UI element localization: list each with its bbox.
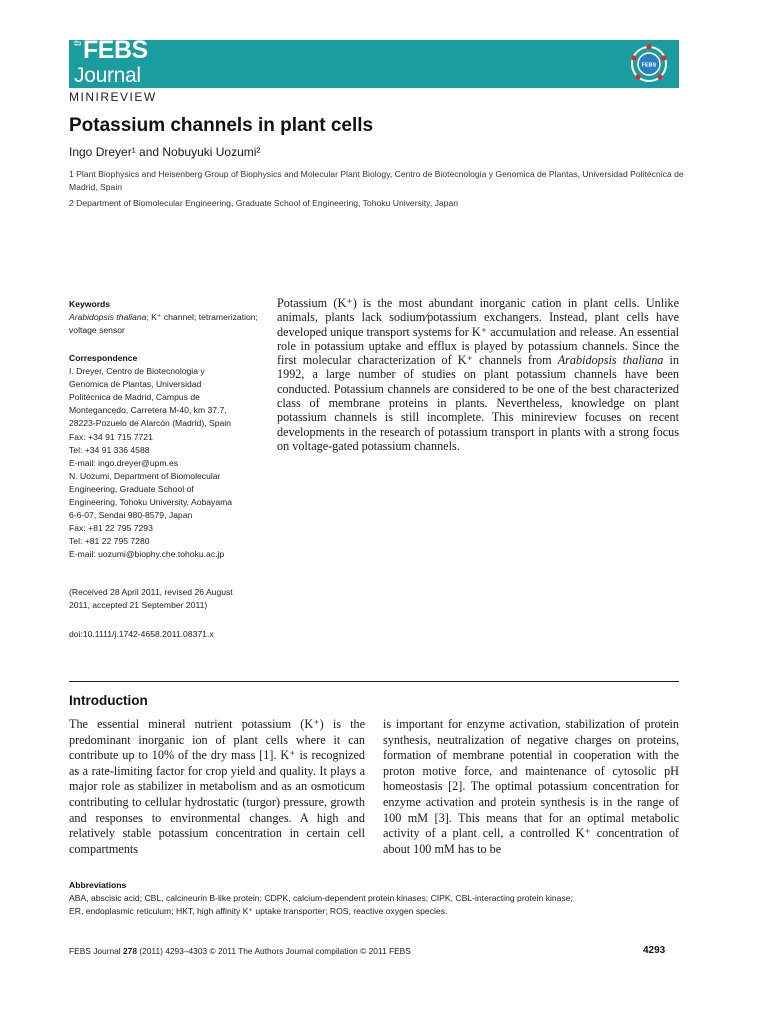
abbreviations-block <box>69 879 689 918</box>
correspondence-block <box>69 352 269 562</box>
keywords-text <box>69 311 269 337</box>
received-line: (Received 28 April 2011, revised 26 August <box>69 587 233 597</box>
logo-prefix: the <box>73 32 84 46</box>
author-list: Ingo Dreyer¹ and Nobuyuki Uozumi² <box>69 145 261 159</box>
keyword-rest: ; K⁺ channel; tetramerization; voltage sensor <box>69 312 258 336</box>
correspondence-line: Politécnica de Madrid, Campus de <box>69 392 200 403</box>
correspondence-line: E-mail: uozumi@biophy.che.tohoku.ac.jp <box>69 549 225 560</box>
keywords-block <box>69 298 269 337</box>
footer-citation: (2011) 4293–4303 © 2011 The Authors Journal compilation © 2011 FEBS <box>136 946 411 956</box>
section-divider <box>69 681 679 682</box>
correspondence-line: Fax: +81 22 795 7293 <box>69 523 153 534</box>
seal-text: FEBS <box>641 62 657 69</box>
correspondence-line: I. Dreyer, Centro de Biotecnologia y <box>69 366 205 377</box>
introduction-column-right <box>383 717 679 857</box>
introduction-paragraph-continued: is important for enzyme activation, stabilization of protein synthesis, neutralization of negative charges on proteins, formation of membrane potential in cooperation with the proton motive force, and maintenance of cytosolic pH homeostasis [2]. The optimal potassium concentration for enzyme activation and protein synthesis is in the range of 100 mM [3]. This means that for an optimal metabolic activity of a plant cell, a controlled K⁺ concentration of about 100 mM has to be <box>383 717 679 856</box>
correspondence-line: Genomica de Plantas, Universidad <box>69 379 202 390</box>
logo-name: FEBS <box>83 36 148 64</box>
abstract-species: Arabidopsis thaliana <box>557 353 664 368</box>
correspondence-line: Tel: +81 22 795 7280 <box>69 536 150 547</box>
page-number: 4293 <box>643 945 666 956</box>
footer-volume: 278 <box>123 946 137 956</box>
febs-seal-icon <box>629 44 669 84</box>
article-title: Potassium channels in plant cells <box>69 115 374 136</box>
received-line: 2011, accepted 21 September 2011) <box>69 600 208 611</box>
affiliation-1: 1 Plant Biophysics and Heisenberg Group of Biophysics and Molecular Plant Biology, Centro de Biotecnologia y Genomica de Plantas, Universidad Politécnica de Madrid, Spain <box>69 169 684 192</box>
abbreviations-line: ABA, abscisic acid; CBL, calcineurin B-like protein; CDPK, calcium-dependent protein kinases; CIPK, CBL-interacting protein kinase; <box>69 893 573 903</box>
correspondence-line: Engineering, Graduate School of <box>69 483 194 494</box>
abbreviations-line: ER, endoplasmic reticulum; HKT, high affinity K⁺ uptake transporter; ROS, reactive oxygen species. <box>69 906 448 916</box>
correspondence-line: Engineering, Tohoku University, Aobayama <box>69 497 233 508</box>
introduction-column-left <box>69 717 365 857</box>
received-dates <box>69 586 269 612</box>
keywords-heading: Keywords <box>69 299 111 309</box>
page-footer <box>69 946 411 956</box>
abstract-text-2: in 1992, a large number of studies on plant potassium channels have been conducted. Potassium channels are considered to be one of the best characterized class of membrane proteins in plants. Nevertheless, knowledge on plant potassium channels is still incomplete. This minireview focuses on recent developments in the research of potassium transport in plants with a strong focus on voltage-gated potassium channels. <box>277 353 680 453</box>
abstract-text-1: Potassium (K⁺) is the most abundant inorganic cation in plant cells. Unlike animals, plants lack sodium⁄potassium exchangers. Instead, plant cells have developed unique transport systems for K⁺ accumulation and release. An essential role in potassium uptake and efflux is played by potassium channels. Since the first molecular characterization of K⁺ channels from <box>277 296 679 368</box>
correspondence-line: Tel: +34 91 336 4588 <box>69 444 150 455</box>
footer-journal: FEBS Journal <box>69 946 121 956</box>
correspondence-line: E-mail: ingo.dreyer@upm.es <box>69 457 179 468</box>
introduction-heading: Introduction <box>69 693 148 708</box>
correspondence-line: 28223-Pozuelo de Alarcón (Madrid), Spain <box>69 418 231 429</box>
doi: doi:10.1111/j.1742-4658.2011.08371.x <box>69 629 214 639</box>
abstract <box>277 296 679 453</box>
correspondence-line: Fax: +34 91 715 7721 <box>69 431 153 442</box>
correspondence-line: 6-6-07, Sendai 980-8579, Japan <box>69 510 193 521</box>
keyword-species: Arabidopsis thaliana <box>69 312 147 323</box>
correspondence-line: Montegancedo, Carretera M-40, km 37.7, <box>69 405 227 416</box>
correspondence-line: N. Uozumi, Department of Biomolecular <box>69 470 221 481</box>
abbreviations-heading: Abbreviations <box>69 880 127 890</box>
affiliation-2: 2 Department of Biomolecular Engineering, Graduate School of Engineering, Tohoku University, Japan <box>69 198 459 208</box>
introduction-paragraph: The essential mineral nutrient potassium (K⁺) is the predominant inorganic ion of plant cells where it can contribute up to 10% of the dry mass [1]. K⁺ is recognized as a rate-limiting factor for crop yield and quality. It plays a major role as stabilizer in metabolism and as an osmoticum contributing to cellular hydrostatic (turgor) pressure, growth and responses to environmental changes. A high and relatively stable potassium concentration in certain cell compartments <box>69 717 365 856</box>
section-label: MINIREVIEW <box>69 90 157 104</box>
correspondence-heading: Correspondence <box>69 353 138 363</box>
logo-journal-word: Journal <box>74 64 141 87</box>
